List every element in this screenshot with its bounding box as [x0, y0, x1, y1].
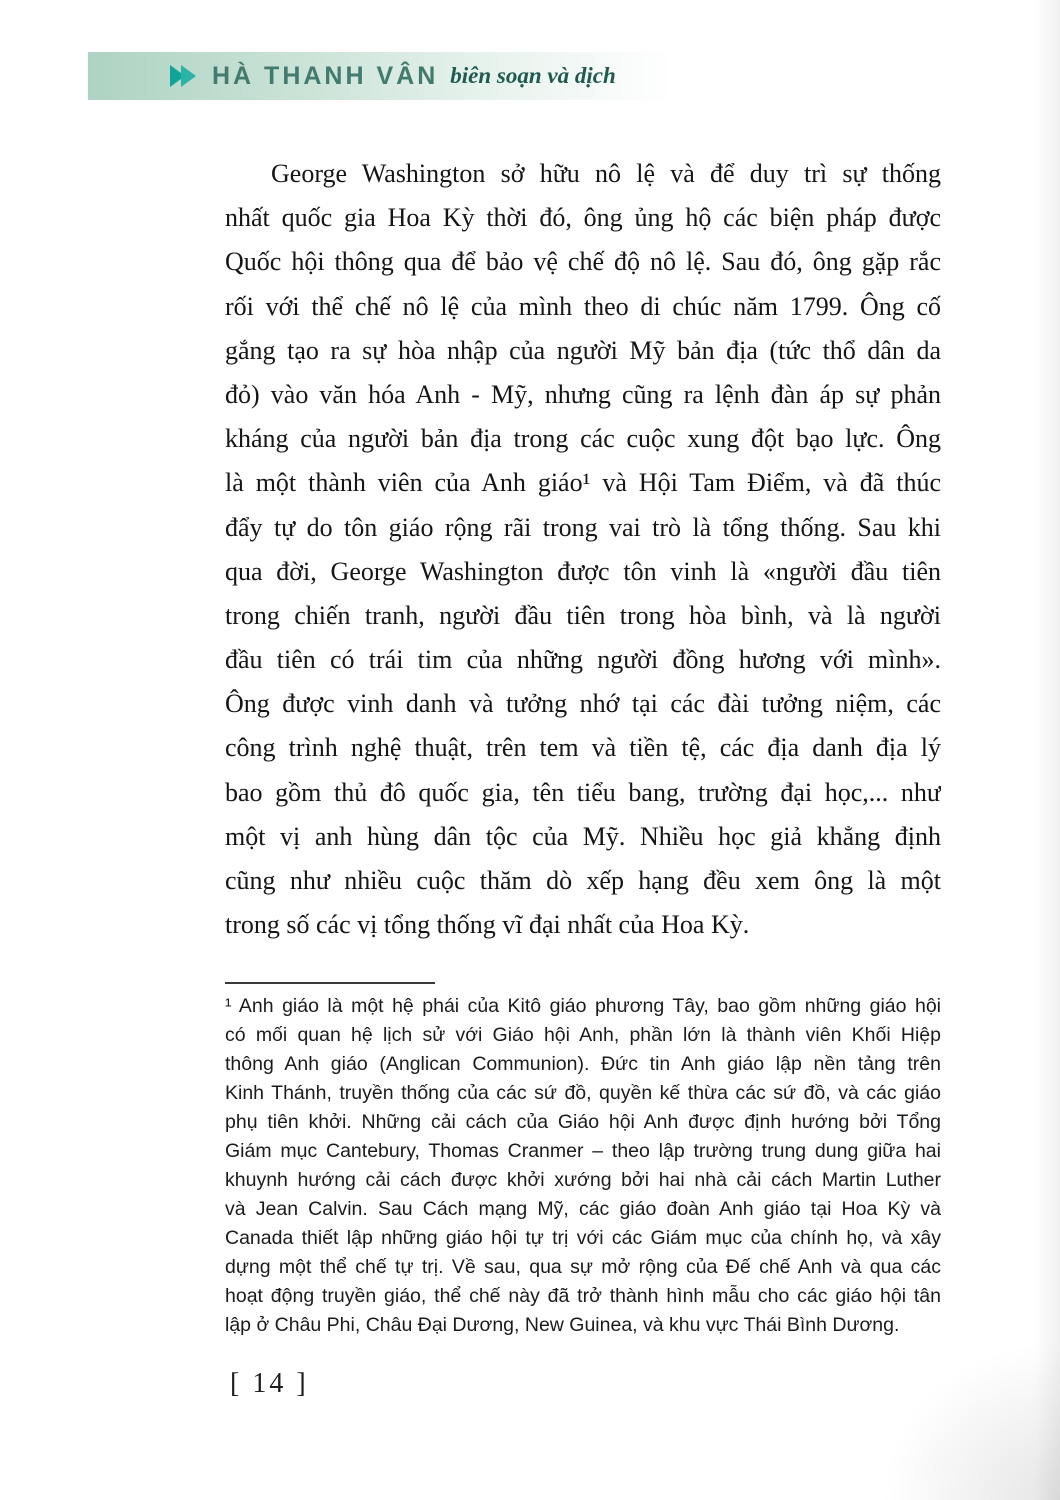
body-text-line: một vị anh hùng dân tộc của Mỹ. Nhiều học giả khẳng định — [225, 821, 941, 851]
footnote-line: hoạt động truyền giáo, thể chế này đã trở thành hình mẫu cho các giáo hội tân — [225, 1285, 941, 1307]
footnote-line: phụ tiên khởi. Những cải cách của Giáo hội Anh được định hướng bởi Tổng — [225, 1111, 941, 1133]
body-text-line: Ông được vinh danh và tưởng nhớ tại các đài tưởng niệm, các — [225, 689, 941, 719]
footnote-line: Giám mục Cantebury, Thomas Cranmer – theo lập trường trung dung giữa hai — [225, 1140, 941, 1162]
body-text-line: cũng như nhiều cuộc thăm dò xếp hạng đều xem ông là một — [225, 866, 941, 895]
author-name: HÀ THANH VÂN — [212, 61, 439, 90]
footnote-line: Canada thiết lập những giáo hội tự trị với các Giám mục của chính họ, và xây — [225, 1227, 941, 1249]
footnote-line: thông Anh giáo (Anglican Communion). Đức tin Anh giáo lập nền tảng trên — [225, 1053, 941, 1075]
footnote-rule — [225, 982, 435, 984]
body-text-line: đỏ) vào văn hóa Anh - Mỹ, nhưng cũng ra lệnh đàn áp sự phản — [225, 379, 941, 409]
body-text-line: đầu tiên có trái tim của những người đồng hương với mình». — [225, 645, 941, 675]
body-text-line: George Washington sở hữu nô lệ và để duy trì sự thống — [271, 159, 941, 188]
body-text-line: đẩy tự do tôn giáo rộng rãi trong vai trò là tổng thống. Sau khi — [225, 512, 941, 542]
body-text-line: bao gồm thủ đô quốc gia, tên tiểu bang, trường đại học,... như — [225, 777, 941, 807]
body-text-line: nhất quốc gia Hoa Kỳ thời đó, ông ủng hộ các biện pháp được — [225, 203, 941, 233]
footnote-line: dựng một thể chế tự trị. Về sau, qua sự mở rộng của Đế chế Anh và qua các — [225, 1256, 941, 1278]
body-text-line: gắng tạo ra sự hòa nhập của người Mỹ bản địa (tức thổ dân da — [225, 335, 941, 365]
footnote-line: và Jean Calvin. Sau Cách mạng Mỹ, các giáo đoàn Anh giáo tại Hoa Kỳ và — [225, 1198, 941, 1220]
double-arrow-icon — [170, 65, 196, 87]
body-text-line: rối với thể chế nô lệ của mình theo di chúc năm 1799. Ông cố — [225, 291, 941, 321]
footnote-line: ¹ Anh giáo là một hệ phái của Kitô giáo phương Tây, bao gồm những giáo hội — [225, 995, 941, 1017]
body-text-line: trong số các vị tổng thống vĩ đại nhất của Hoa Kỳ. — [225, 910, 750, 940]
page-corner-shade — [880, 1340, 1060, 1500]
arrow-right-icon — [181, 65, 196, 87]
body-text-line: trong chiến tranh, người đầu tiên trong hòa bình, và là người — [225, 600, 941, 630]
header-band — [88, 52, 673, 100]
header-subtitle: biên soạn và dịch — [450, 63, 616, 88]
body-text-line: kháng của người bản địa trong các cuộc xung đột bạo lực. Ông — [225, 424, 941, 454]
body-text-line: là một thành viên của Anh giáo¹ và Hội Tam Điểm, và đã thúc — [225, 468, 941, 498]
footnote-line: lập ở Châu Phi, Châu Đại Dương, New Guinea, và khu vực Thái Bình Dương. — [225, 1314, 900, 1336]
page-number: [ 14 ] — [230, 1368, 309, 1399]
body-text-line: công trình nghệ thuật, trên tem và tiền tệ, các địa danh địa lý — [225, 733, 941, 763]
body-paragraph — [225, 152, 941, 947]
body-text-line: Quốc hội thông qua để bảo vệ chế độ nô lệ. Sau đó, ông gặp rắc — [225, 247, 941, 277]
footnote-line: có mối quan hệ lịch sử với Giáo hội Anh, phần lớn là thành viên Khối Hiệp — [225, 1024, 941, 1046]
footnote — [225, 992, 941, 1340]
footnote-line: Kinh Thánh, truyền thống của các sứ đồ, quyền kế thừa các sứ đồ, và các giáo — [225, 1082, 941, 1104]
body-text-line: qua đời, George Washington được tôn vinh là «người đầu tiên — [225, 556, 941, 586]
page-edge-shade — [1034, 0, 1060, 1500]
footnote-line: khuynh hướng cải cách được khởi xướng bởi hai nhà cải cách Martin Luther — [225, 1169, 941, 1191]
